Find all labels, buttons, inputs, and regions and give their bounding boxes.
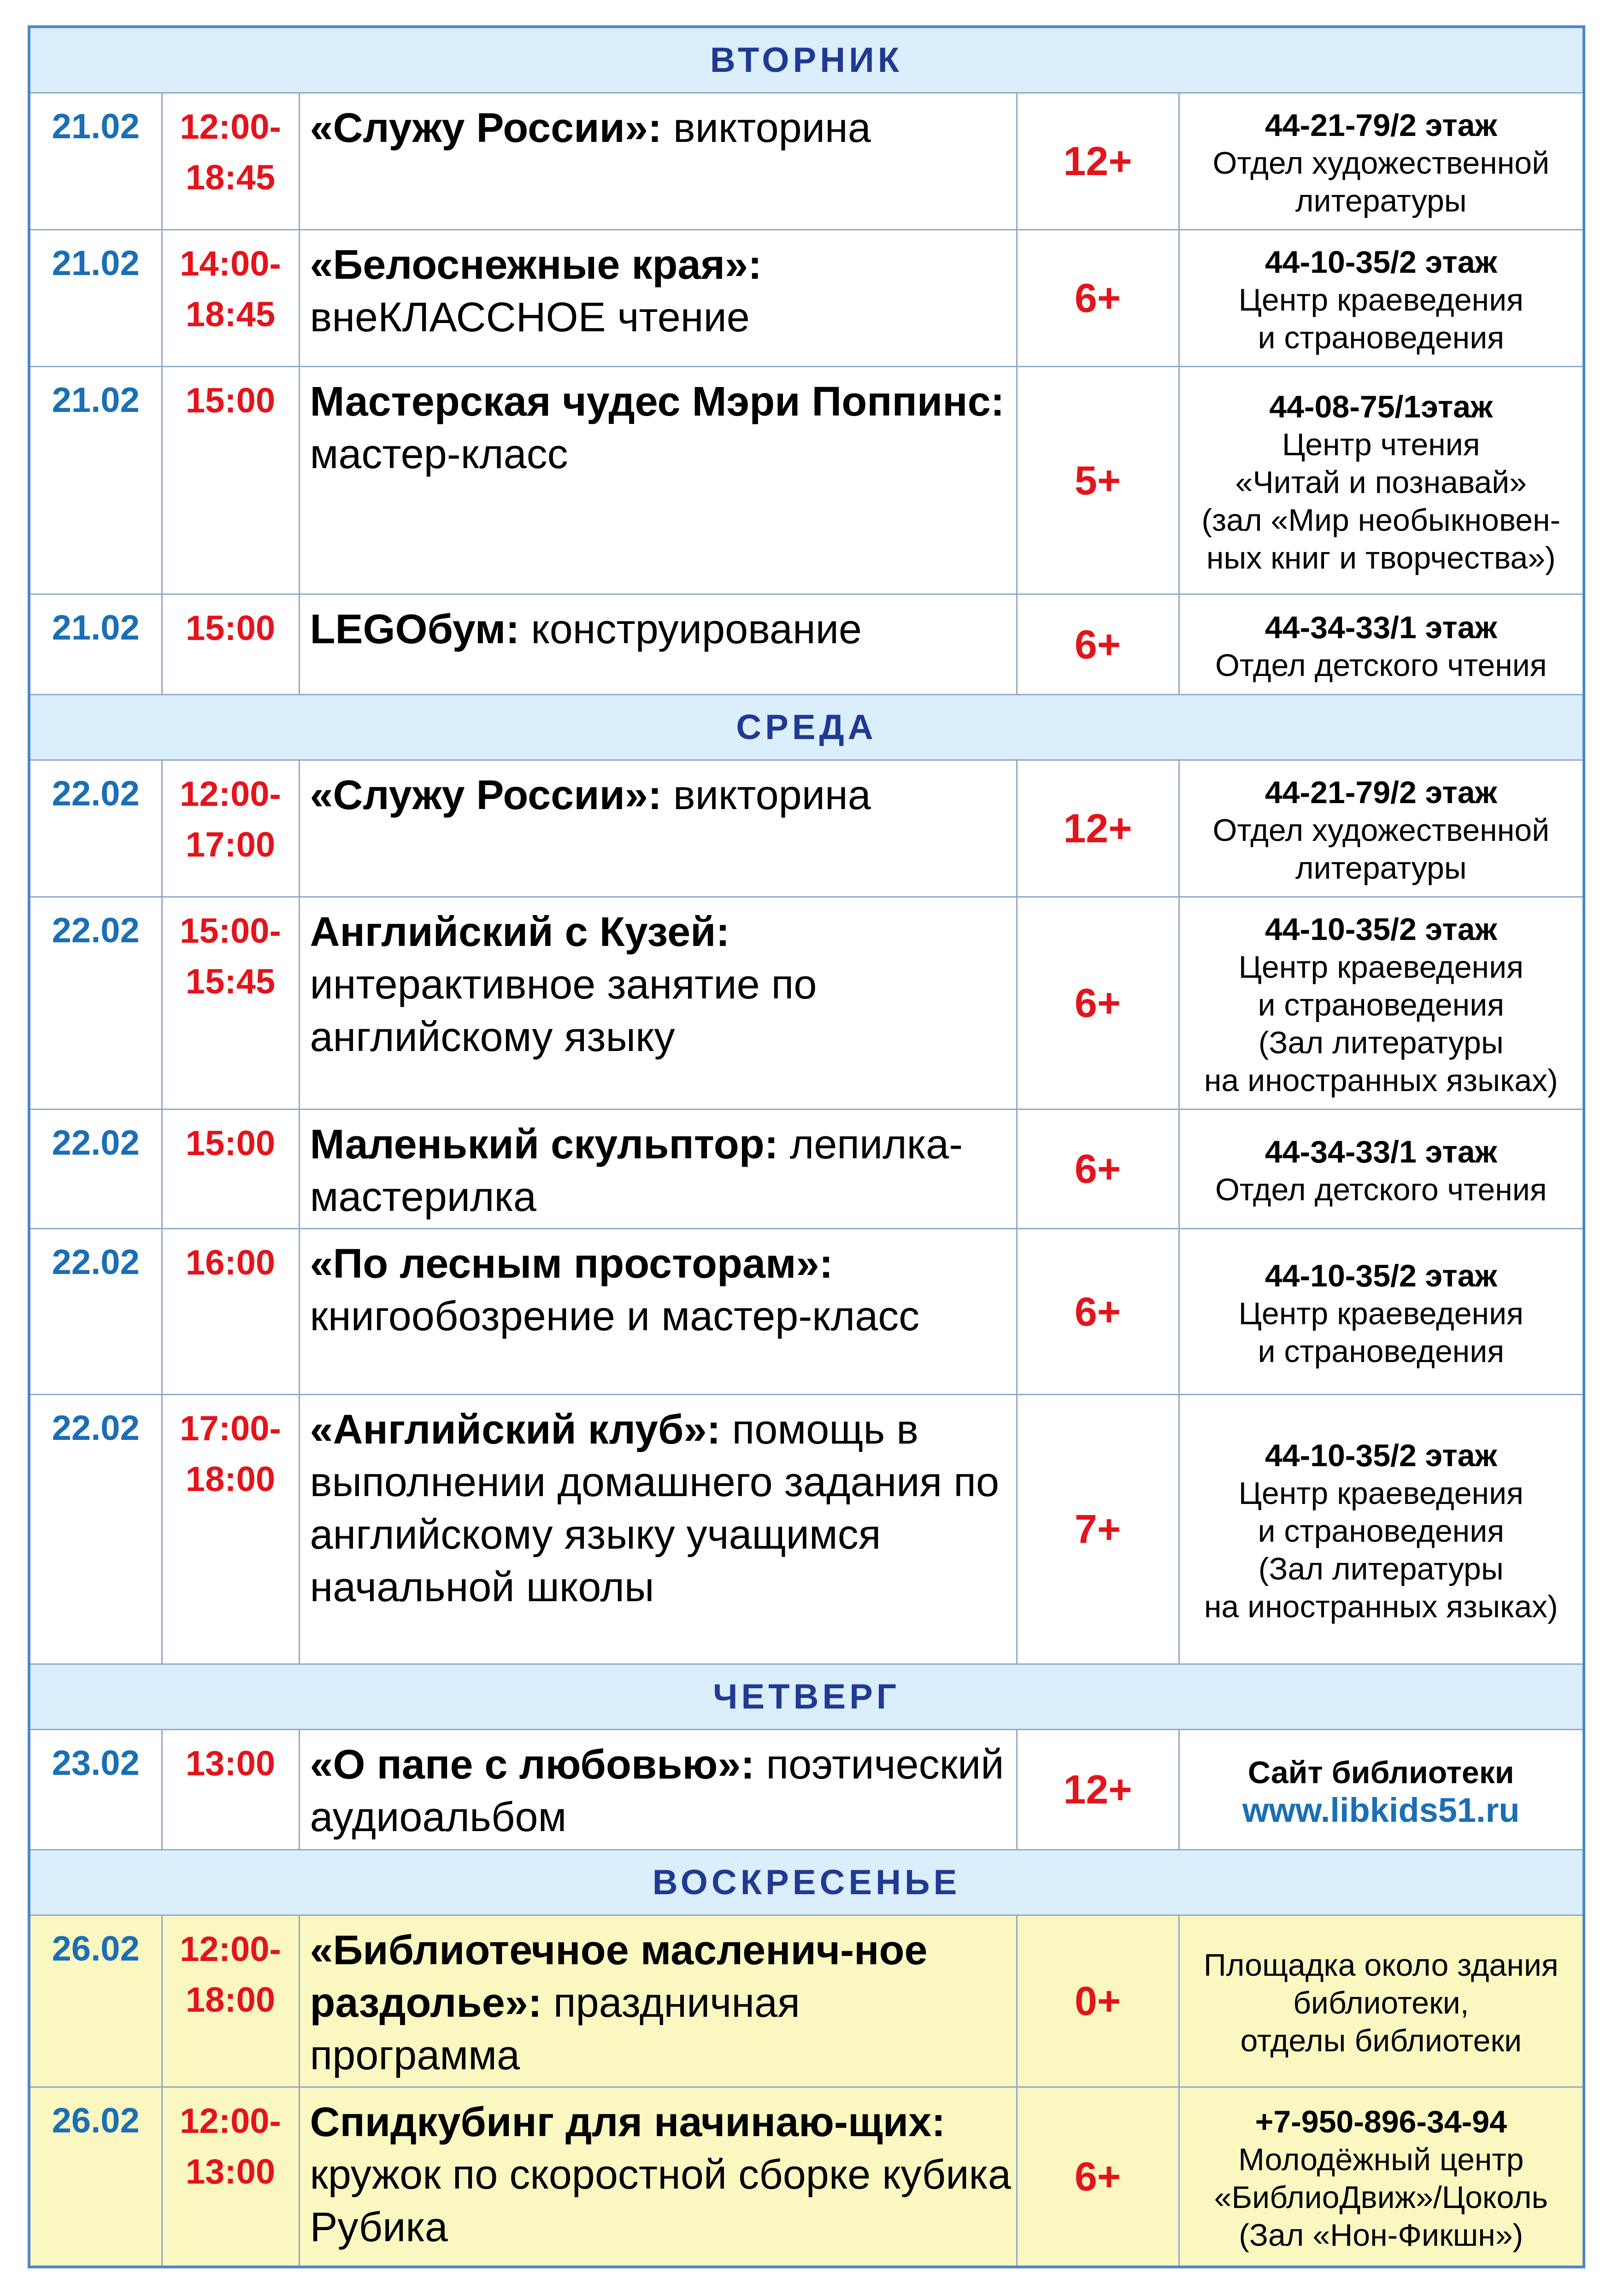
day-header: ВОСКРЕСЕНЬЕ	[29, 1850, 1584, 1915]
event-date: 26.02	[29, 2087, 162, 2267]
event-title-description: поэтический аудиоальбом	[310, 1742, 1004, 1840]
event-time-part: 15:00	[185, 1124, 276, 1163]
event-title-description: праздничная программа	[310, 1980, 800, 2079]
event-time	[162, 1395, 299, 1664]
day-header-row	[29, 1850, 1584, 1915]
location-phone: 44-21-79/2 этаж	[1265, 775, 1497, 810]
event-title-bold: Английский с Кузей:	[310, 909, 730, 955]
event-title-bold: «Английский клуб»:	[310, 1407, 721, 1453]
event-title-bold: Спидкубинг для начинаю-щих:	[310, 2099, 946, 2145]
location-line: Центр краеведения	[1238, 950, 1524, 985]
event-location	[1179, 1915, 1584, 2087]
location-line: Молодёжный центр	[1238, 2142, 1524, 2177]
event-row	[29, 594, 1584, 695]
event-location	[1179, 230, 1584, 367]
event-time	[162, 897, 299, 1110]
age-rating: 5+	[1017, 367, 1179, 594]
location-line: и страноведения	[1258, 987, 1505, 1022]
location-line: (Зал литературы	[1258, 1551, 1504, 1586]
event-location	[1179, 594, 1584, 695]
location-line: на иностранных языках)	[1204, 1589, 1558, 1624]
event-time-part: 15:00	[185, 381, 276, 420]
event-title	[299, 367, 1017, 594]
event-title-bold: LEGOбум:	[310, 606, 520, 652]
event-row	[29, 897, 1584, 1110]
event-time-part: 14:00-	[180, 244, 281, 283]
age-rating: 12+	[1017, 93, 1179, 230]
event-date: 21.02	[29, 230, 162, 367]
location-line: Площадка около здания	[1203, 1948, 1559, 1983]
event-title-bold: «Служу России»:	[310, 105, 662, 151]
event-title-bold: «По лесным просторам»:	[310, 1241, 833, 1287]
event-time	[162, 1110, 299, 1229]
location-line: (зал «Мир необыкновен-	[1201, 502, 1561, 538]
event-time-part: 15:00-	[180, 911, 281, 951]
location-phone: 44-08-75/1этаж	[1269, 389, 1493, 424]
event-title-description: конструирование	[519, 606, 862, 652]
event-time-part: 18:00	[185, 1460, 276, 1499]
event-row	[29, 367, 1584, 594]
event-row	[29, 1110, 1584, 1229]
event-title	[299, 1395, 1017, 1664]
event-date: 21.02	[29, 93, 162, 230]
event-row	[29, 1730, 1584, 1850]
event-date: 22.02	[29, 1395, 162, 1664]
age-rating: 6+	[1017, 230, 1179, 367]
event-location	[1179, 93, 1584, 230]
event-time	[162, 230, 299, 367]
location-phone: 44-10-35/2 этаж	[1265, 1438, 1497, 1473]
event-title	[299, 1229, 1017, 1395]
event-location	[1179, 1229, 1584, 1395]
day-header: СРЕДА	[29, 695, 1584, 760]
age-rating: 12+	[1017, 760, 1179, 897]
event-time-part: 12:00-	[180, 1930, 281, 1969]
event-title-description: викторина	[661, 105, 871, 151]
event-title	[299, 760, 1017, 897]
location-line: (Зал «Нон-Фикшн»)	[1239, 2217, 1524, 2253]
event-row	[29, 1915, 1584, 2087]
event-location	[1179, 897, 1584, 1110]
age-rating: 6+	[1017, 2087, 1179, 2267]
event-date: 22.02	[29, 1229, 162, 1395]
event-date: 21.02	[29, 367, 162, 594]
day-header-row	[29, 695, 1584, 760]
schedule-sheet	[28, 25, 1583, 2268]
day-header: ЧЕТВЕРГ	[29, 1664, 1584, 1730]
location-line: «БиблиоДвиж»/Цоколь	[1214, 2179, 1548, 2215]
event-time-part: 13:00	[185, 1744, 276, 1783]
location-line: Центр краеведения	[1238, 1476, 1524, 1511]
location-phone: 44-34-33/1 этаж	[1265, 610, 1497, 645]
location-line: «Читай и познавай»	[1235, 464, 1527, 500]
event-time	[162, 1730, 299, 1850]
age-rating: 6+	[1017, 594, 1179, 695]
age-rating: 12+	[1017, 1730, 1179, 1850]
event-time-part: 13:00	[185, 2152, 276, 2191]
location-line: Отдел художественной	[1212, 813, 1550, 848]
location-line: и страноведения	[1258, 320, 1505, 355]
event-row	[29, 1395, 1584, 1664]
event-title-description: внеКЛАССНОЕ чтение	[310, 294, 750, 341]
event-date: 21.02	[29, 594, 162, 695]
location-line: Центр чтения	[1282, 427, 1480, 462]
event-time	[162, 367, 299, 594]
event-title-description: мастер-класс	[310, 431, 568, 477]
event-time-part: 12:00-	[180, 775, 281, 814]
location-line: Отдел детского чтения	[1215, 647, 1547, 683]
event-time-part: 18:00	[185, 1980, 276, 2020]
event-title-bold: Мастерская чудес Мэри Поппинс:	[310, 379, 1005, 425]
age-rating: 6+	[1017, 897, 1179, 1110]
event-title-bold: «Белоснежные края»:	[310, 242, 762, 288]
location-line: отделы библиотеки	[1240, 2023, 1522, 2058]
location-line: Отдел детского чтения	[1215, 1172, 1547, 1207]
event-title-bold: «Служу России»:	[310, 772, 662, 818]
location-phone: 44-21-79/2 этаж	[1265, 108, 1497, 143]
event-row	[29, 760, 1584, 897]
event-title-description: лепилка-мастерилка	[310, 1122, 963, 1220]
event-title-description: помощь в выполнении домашнего задания по английскому языку учащимся начальной школы	[310, 1407, 1000, 1610]
event-location	[1179, 1730, 1584, 1850]
event-time-part: 12:00-	[180, 2102, 281, 2141]
event-row	[29, 2087, 1584, 2267]
event-time-part: 17:00	[185, 825, 276, 864]
event-title	[299, 230, 1017, 367]
event-time	[162, 594, 299, 695]
day-header: ВТОРНИК	[29, 27, 1584, 93]
event-date: 22.02	[29, 760, 162, 897]
event-time	[162, 1915, 299, 2087]
event-location	[1179, 1110, 1584, 1229]
location-line: ных книг и творчества»)	[1206, 540, 1556, 575]
location-line: литературы	[1295, 851, 1467, 886]
event-title-description: викторина	[661, 772, 871, 818]
event-location	[1179, 1395, 1584, 1664]
event-time-part: 16:00	[185, 1243, 276, 1282]
location-phone: 44-10-35/2 этаж	[1265, 912, 1497, 947]
location-line: Центр краеведения	[1238, 1296, 1524, 1331]
website-link[interactable]: www.libkids51.ru	[1242, 1791, 1520, 1829]
event-date: 23.02	[29, 1730, 162, 1850]
event-time-part: 18:45	[185, 158, 276, 197]
event-time-part: 15:00	[185, 609, 276, 648]
event-row	[29, 1229, 1584, 1395]
event-title-description: кружок по скоростной сборке кубика Рубика	[310, 2152, 1011, 2250]
location-line: Центр краеведения	[1238, 282, 1524, 317]
event-location	[1179, 760, 1584, 897]
event-row	[29, 230, 1584, 367]
event-title	[299, 594, 1017, 695]
event-title	[299, 93, 1017, 230]
age-rating: 0+	[1017, 1915, 1179, 2087]
event-time	[162, 1229, 299, 1395]
location-line: литературы	[1295, 183, 1467, 218]
event-row	[29, 93, 1584, 230]
event-time-part: 12:00-	[180, 107, 281, 147]
event-location	[1179, 367, 1584, 594]
event-title	[299, 1730, 1017, 1850]
location-line: (Зал литературы	[1258, 1025, 1504, 1060]
event-title-description: книгообозрение и мастер-класс	[310, 1293, 920, 1339]
location-phone: Сайт библиотеки	[1247, 1755, 1514, 1790]
event-title-bold: «О папе с любовью»:	[310, 1742, 755, 1788]
event-date: 26.02	[29, 1915, 162, 2087]
location-phone: 44-10-35/2 этаж	[1265, 1258, 1497, 1293]
event-time	[162, 2087, 299, 2267]
day-header-row	[29, 27, 1584, 93]
event-title-description: интерактивное занятие по английскому языку	[310, 962, 817, 1060]
location-phone: +7-950-896-34-94	[1255, 2104, 1507, 2139]
event-time	[162, 93, 299, 230]
day-header-row	[29, 1664, 1584, 1730]
event-title	[299, 2087, 1017, 2267]
location-line: и страноведения	[1258, 1514, 1505, 1549]
event-date: 22.02	[29, 1110, 162, 1229]
event-title	[299, 1915, 1017, 2087]
event-time-part: 17:00-	[180, 1409, 281, 1448]
event-location	[1179, 2087, 1584, 2267]
schedule-table	[28, 25, 1585, 2268]
location-line: и страноведения	[1258, 1333, 1505, 1369]
event-title	[299, 897, 1017, 1110]
age-rating: 6+	[1017, 1110, 1179, 1229]
event-title-bold: Маленький скульптор:	[310, 1122, 778, 1168]
location-line: Отдел художественной	[1212, 146, 1550, 181]
event-title-bold: «Библиотечное масленич-ное раздолье»:	[310, 1927, 928, 2026]
event-title	[299, 1110, 1017, 1229]
age-rating: 6+	[1017, 1229, 1179, 1395]
location-phone: 44-34-33/1 этаж	[1265, 1134, 1497, 1169]
event-time-part: 18:45	[185, 295, 276, 334]
event-date: 22.02	[29, 897, 162, 1110]
event-time	[162, 760, 299, 897]
location-phone: 44-10-35/2 этаж	[1265, 245, 1497, 280]
location-line: на иностранных языках)	[1204, 1063, 1558, 1098]
event-time-part: 15:45	[185, 962, 276, 1001]
age-rating: 7+	[1017, 1395, 1179, 1664]
location-line: библиотеки,	[1293, 1985, 1469, 2020]
